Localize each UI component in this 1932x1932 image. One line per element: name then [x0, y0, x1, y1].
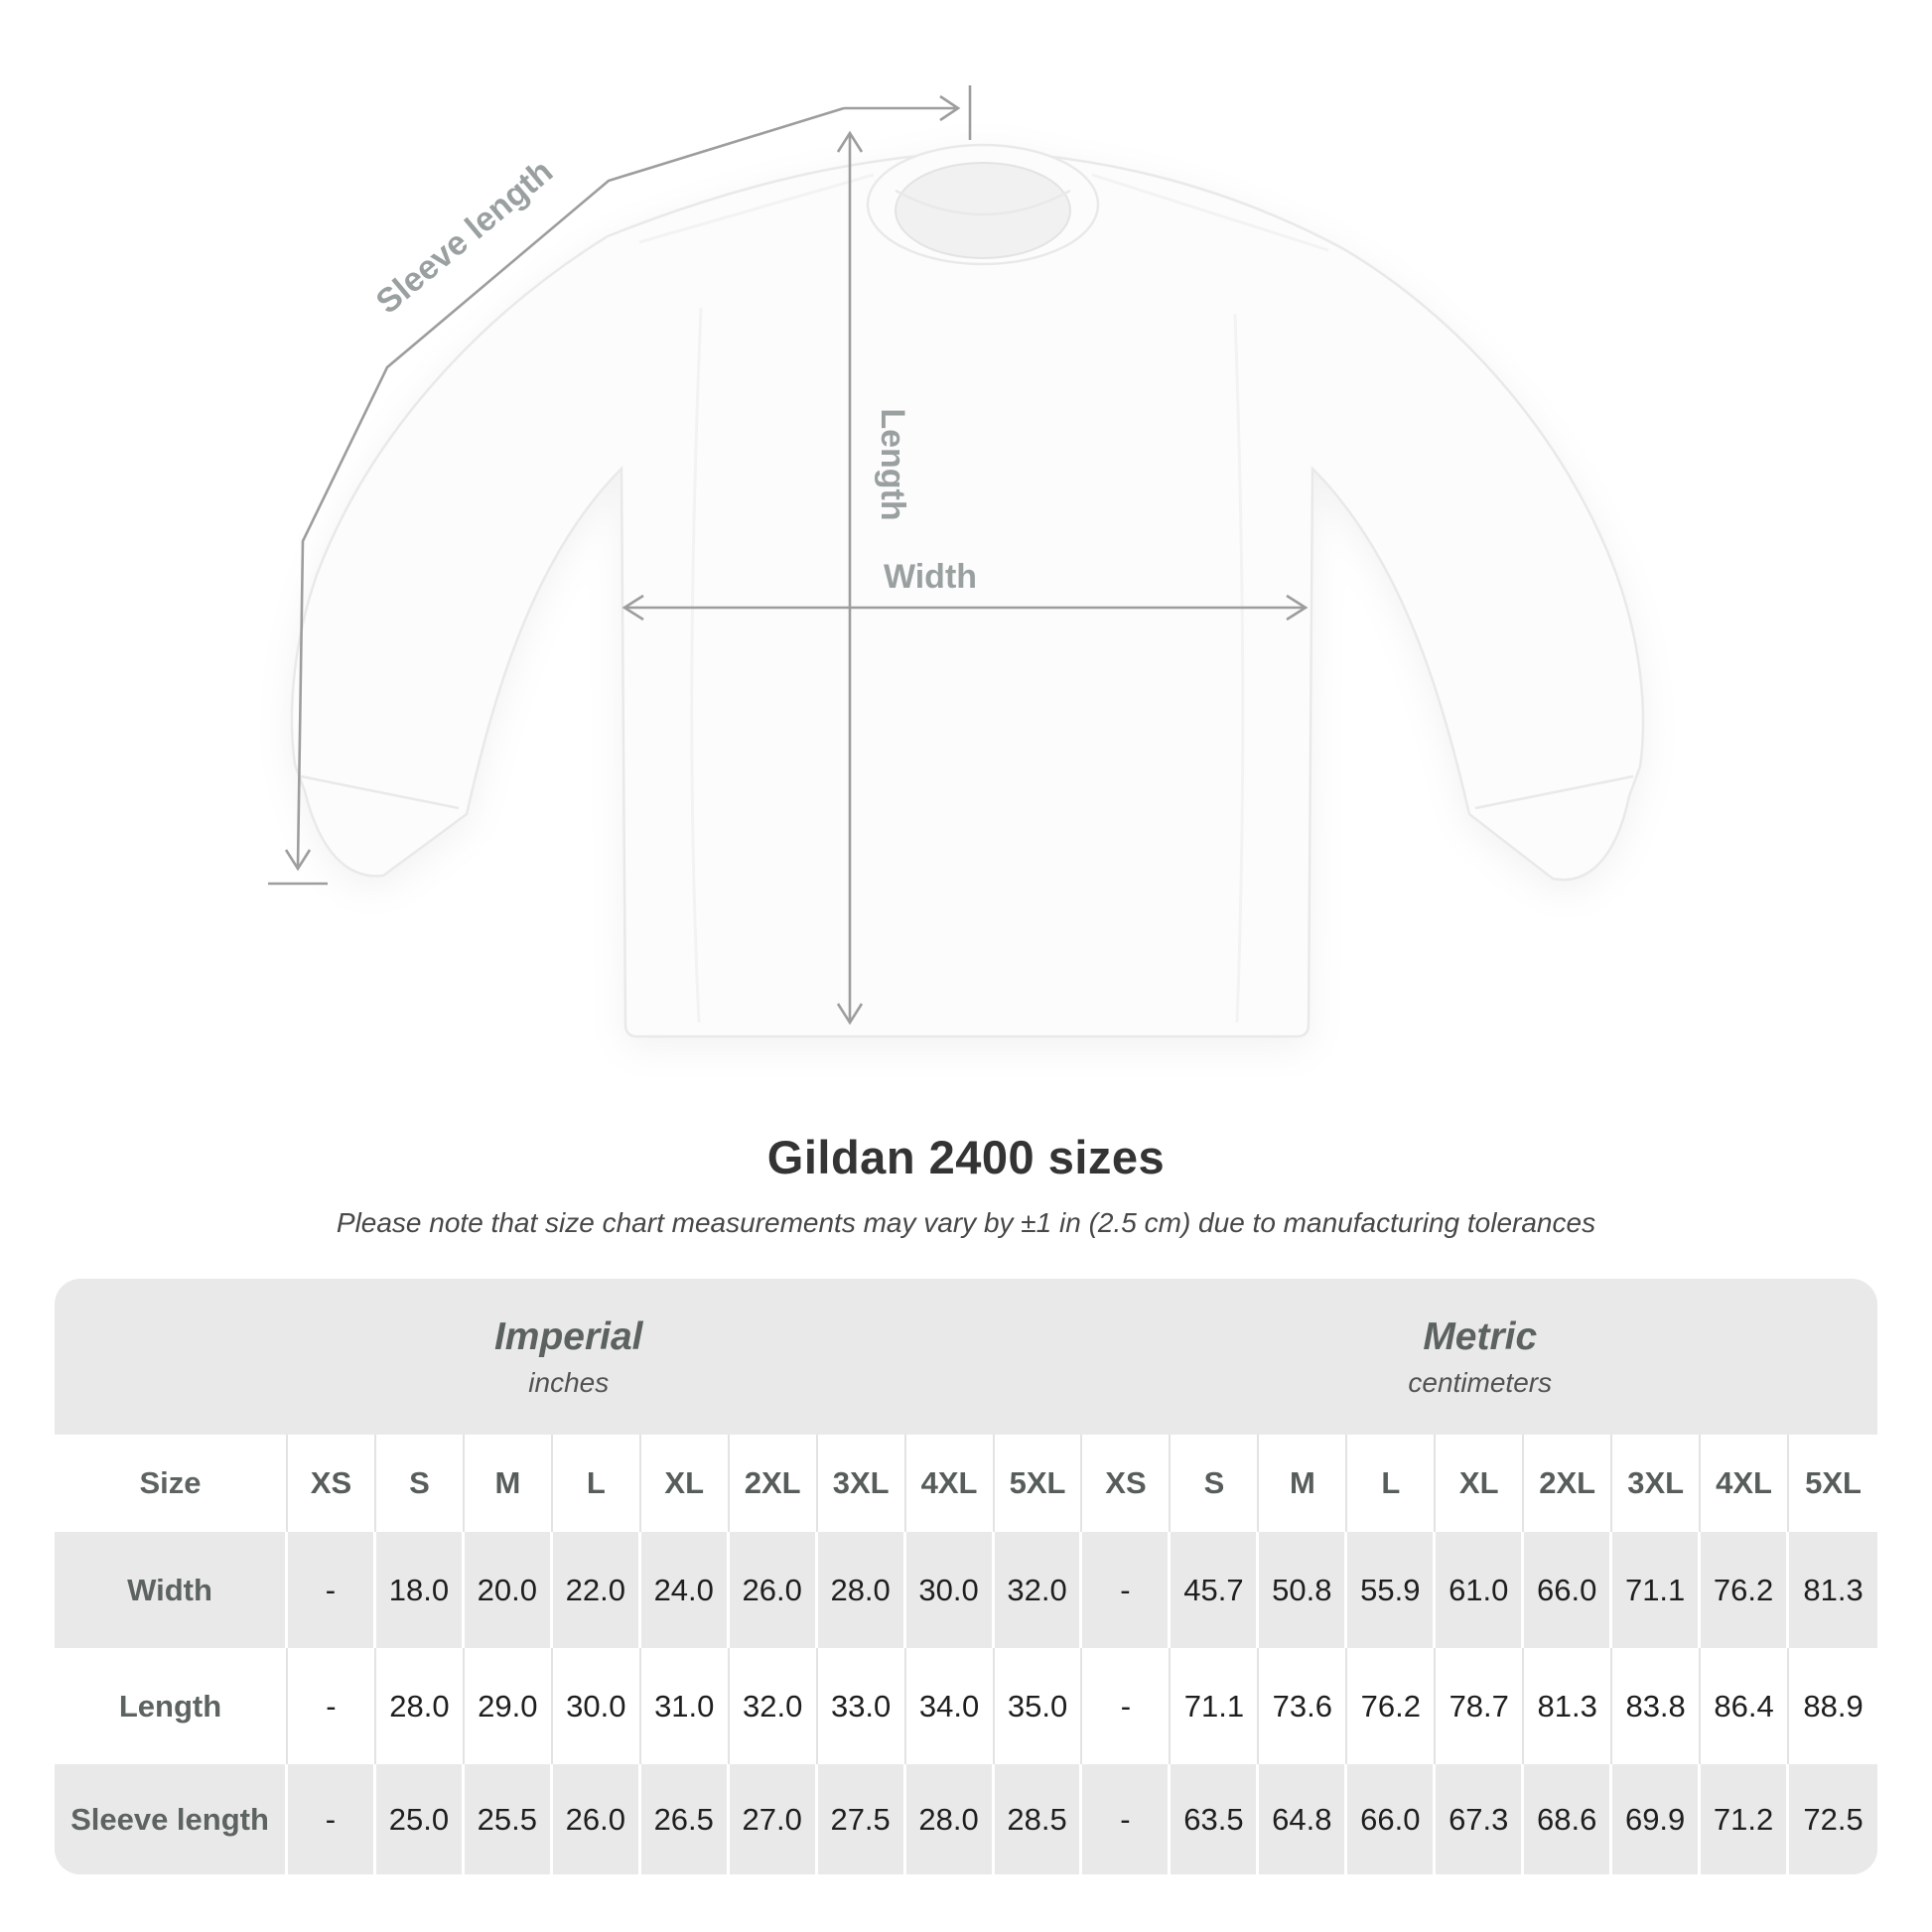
- size-header-row: [55, 1435, 1877, 1532]
- cell-sleeve-length-metric-xs: -: [1082, 1764, 1171, 1874]
- row-label-length: Length: [55, 1648, 288, 1764]
- cell-length-imperial-l: 30.0: [553, 1648, 641, 1764]
- cell-width-metric-4xl: 76.2: [1701, 1532, 1789, 1648]
- cell-length-imperial-3xl: 33.0: [818, 1648, 906, 1764]
- cell-width-metric-xl: 61.0: [1436, 1532, 1524, 1648]
- header-cell-imperial-5xl: 5XL: [995, 1435, 1083, 1532]
- table-row-length: [55, 1648, 1877, 1764]
- header-cell-metric-3xl: 3XL: [1612, 1435, 1701, 1532]
- unit-system-row: [55, 1279, 1877, 1435]
- table-row-sleeve-length: [55, 1764, 1877, 1874]
- page-title: Gildan 2400 sizes: [766, 1131, 1166, 1183]
- cell-width-imperial-m: 20.0: [465, 1532, 553, 1648]
- imperial-label: Imperial: [493, 1314, 643, 1358]
- cell-width-imperial-l: 22.0: [553, 1532, 641, 1648]
- cell-length-metric-3xl: 83.8: [1612, 1648, 1701, 1764]
- cell-length-imperial-xs: -: [288, 1648, 376, 1764]
- cell-length-metric-2xl: 81.3: [1524, 1648, 1612, 1764]
- cell-width-metric-5xl: 81.3: [1803, 1572, 1863, 1607]
- header-cell-imperial-4xl: 4XL: [906, 1435, 995, 1532]
- header-cell-imperial-xs: XS: [288, 1435, 376, 1532]
- header-cell-imperial-xl: XL: [641, 1435, 730, 1532]
- cell-sleeve-length-metric-2xl: 68.6: [1524, 1764, 1612, 1874]
- cell-length-metric-l: 76.2: [1347, 1648, 1436, 1764]
- header-cell-imperial-2xl: 2XL: [730, 1435, 818, 1532]
- cell-sleeve-length-imperial-m: 25.5: [465, 1764, 553, 1874]
- cell-width-imperial-s: 18.0: [376, 1532, 465, 1648]
- header-cell-metric-xl: XL: [1436, 1435, 1524, 1532]
- header-cell-metric-2xl: 2XL: [1524, 1435, 1612, 1532]
- cell-length-imperial-5xl: 35.0: [995, 1648, 1083, 1764]
- length-label: Length: [874, 408, 911, 521]
- cell-length-imperial-4xl: 34.0: [906, 1648, 995, 1764]
- cell-sleeve-length-metric-s: 63.5: [1171, 1764, 1259, 1874]
- header-cell-metric-l: L: [1347, 1435, 1436, 1532]
- cell-width-imperial-xs: -: [288, 1532, 376, 1648]
- header-cell-imperial-3xl: 3XL: [818, 1435, 906, 1532]
- cell-length-metric-xl: 78.7: [1436, 1648, 1524, 1764]
- imperial-header: [55, 1279, 1083, 1435]
- header-cell-metric-4xl: 4XL: [1701, 1435, 1789, 1532]
- header-cell-metric-s: S: [1171, 1435, 1259, 1532]
- tolerance-note: Please note that size chart measurements may vary by ±1 in (2.5 cm) due to manufacturing tolerances: [336, 1207, 1596, 1238]
- cell-length-metric-5xl: 88.9: [1803, 1688, 1863, 1724]
- cell-width-metric-l: 55.9: [1347, 1532, 1436, 1648]
- row-label-sleeve-length: Sleeve length: [55, 1764, 288, 1874]
- cell-length-imperial-s: 28.0: [376, 1648, 465, 1764]
- cell-sleeve-length-metric-xl: 67.3: [1436, 1764, 1524, 1874]
- header-cell-metric-m: M: [1259, 1435, 1347, 1532]
- cell-sleeve-length-metric-3xl: 69.9: [1612, 1764, 1701, 1874]
- cell-width-metric-3xl: 71.1: [1612, 1532, 1701, 1648]
- cell-length-metric-s: 71.1: [1171, 1648, 1259, 1764]
- cell-width-imperial-4xl: 30.0: [906, 1532, 995, 1648]
- metric-header: [1083, 1279, 1878, 1435]
- cell-sleeve-length-imperial-5xl: 28.5: [995, 1764, 1083, 1874]
- cell-width-imperial-xl: 24.0: [641, 1532, 730, 1648]
- sleeve-length-label: Sleeve length: [368, 152, 561, 322]
- cell-length-metric-m: 73.6: [1259, 1648, 1347, 1764]
- cell-sleeve-length-metric-4xl: 71.2: [1701, 1764, 1789, 1874]
- cell-length-metric-4xl: 86.4: [1701, 1648, 1789, 1764]
- table-row-width: [55, 1532, 1877, 1648]
- cell-sleeve-length-metric-l: 66.0: [1347, 1764, 1436, 1874]
- cell-length-imperial-2xl: 32.0: [730, 1648, 818, 1764]
- cell-width-imperial-5xl: 32.0: [995, 1532, 1083, 1648]
- row-label-width: Width: [55, 1532, 288, 1648]
- metric-unit: centimeters: [1408, 1366, 1553, 1398]
- cell-sleeve-length-imperial-xl: 26.5: [641, 1764, 730, 1874]
- header-cell-imperial-m: M: [465, 1435, 553, 1532]
- cell-sleeve-length-imperial-2xl: 27.0: [730, 1764, 818, 1874]
- imperial-unit: inches: [528, 1366, 610, 1398]
- cell-width-metric-xs: -: [1082, 1532, 1171, 1648]
- metric-label: Metric: [1423, 1314, 1538, 1358]
- cell-sleeve-length-metric-m: 64.8: [1259, 1764, 1347, 1874]
- cell-sleeve-length-imperial-3xl: 27.5: [818, 1764, 906, 1874]
- header-cell-metric-xs: XS: [1082, 1435, 1171, 1532]
- header-cell-imperial-s: S: [376, 1435, 465, 1532]
- header-cell-imperial-l: L: [553, 1435, 641, 1532]
- cell-length-imperial-m: 29.0: [465, 1648, 553, 1764]
- cell-width-metric-2xl: 66.0: [1524, 1532, 1612, 1648]
- cell-width-metric-s: 45.7: [1171, 1532, 1259, 1648]
- cell-width-imperial-3xl: 28.0: [818, 1532, 906, 1648]
- cell-width-imperial-2xl: 26.0: [730, 1532, 818, 1648]
- cell-length-imperial-xl: 31.0: [641, 1648, 730, 1764]
- cell-sleeve-length-metric-5xl: 72.5: [1803, 1801, 1863, 1837]
- width-label: Width: [883, 558, 978, 596]
- size-table: [55, 1279, 1877, 1874]
- cell-width-metric-m: 50.8: [1259, 1532, 1347, 1648]
- cell-sleeve-length-imperial-s: 25.0: [376, 1764, 465, 1874]
- header-cell-metric-5xl: 5XL: [1805, 1465, 1862, 1500]
- collar-opening: [896, 163, 1070, 258]
- cell-sleeve-length-imperial-4xl: 28.0: [906, 1764, 995, 1874]
- size-column-header: Size: [55, 1435, 288, 1532]
- cell-sleeve-length-imperial-l: 26.0: [553, 1764, 641, 1874]
- cell-sleeve-length-imperial-xs: -: [288, 1764, 376, 1874]
- cell-length-metric-xs: -: [1082, 1648, 1171, 1764]
